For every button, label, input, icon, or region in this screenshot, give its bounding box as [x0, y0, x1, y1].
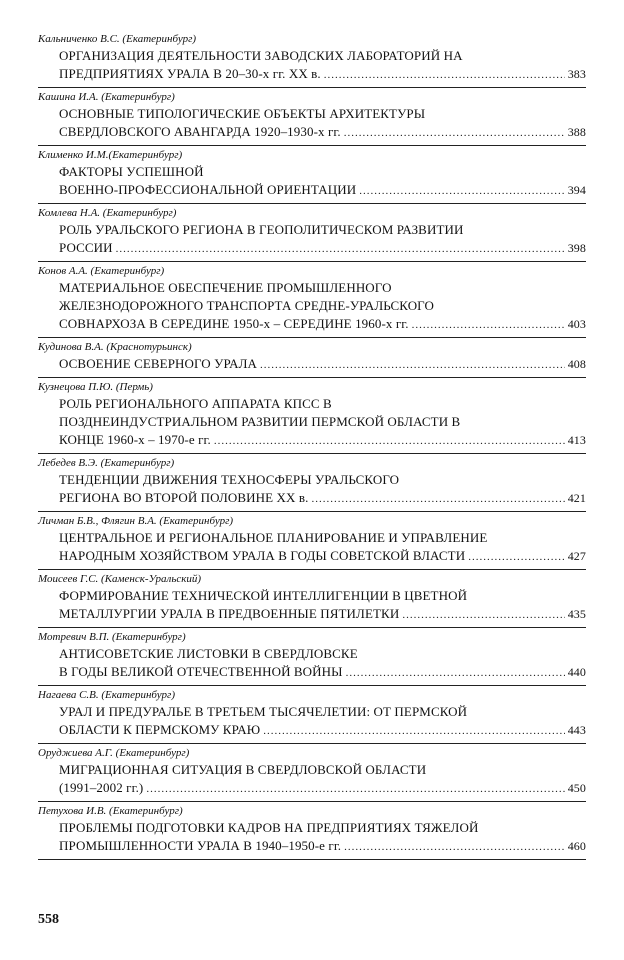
dot-leader [359, 182, 564, 200]
dot-leader [344, 838, 565, 856]
entry-title-line: КОНЦЕ 1960-х – 1970-е гг. [59, 432, 211, 447]
entry-title [38, 587, 586, 624]
dot-leader [214, 432, 565, 450]
dot-leader [344, 124, 565, 142]
entry-title-line: ФАКТОРЫ УСПЕШНОЙ [59, 164, 204, 179]
entry-title-line: ТЕНДЕНЦИИ ДВИЖЕНИЯ ТЕХНОСФЕРЫ УРАЛЬСКОГО [59, 472, 400, 487]
entry-author: Клименко И.М.(Екатеринбург) [38, 149, 183, 161]
entry-author: Кашина И.А. (Екатеринбург) [38, 91, 175, 103]
entry-author: Моисеев Г.С. (Каменск-Уральский) [38, 573, 202, 585]
dot-leader [116, 240, 565, 258]
entry-title-line: АНТИСОВЕТСКИЕ ЛИСТОВКИ В СВЕРДЛОВСКЕ [59, 646, 358, 661]
dot-leader [324, 66, 565, 84]
entry-last-line [59, 605, 586, 624]
entry-last-line [59, 431, 586, 450]
entry-page-number: 408 [567, 357, 586, 371]
page-number: 558 [38, 912, 59, 927]
entry-title-line: СВЕРДЛОВСКОГО АВАНГАРДА 1920–1930-х гг. [59, 124, 341, 139]
toc-entry [38, 570, 586, 628]
entry-title [38, 529, 586, 566]
entry-last-line [59, 239, 586, 258]
entry-title-line: ПРОБЛЕМЫ ПОДГОТОВКИ КАДРОВ НА ПРЕДПРИЯТИЯХ ТЯЖЕЛОЙ [59, 820, 479, 835]
entry-title [38, 355, 586, 374]
entry-title-line: ОБЛАСТИ К ПЕРМСКОМУ КРАЮ [59, 722, 261, 737]
entry-title [38, 221, 586, 258]
toc-entry [38, 802, 586, 860]
entry-title [38, 703, 586, 740]
entry-title [38, 47, 586, 84]
dot-leader [146, 780, 564, 798]
toc-entry [38, 512, 586, 570]
entry-title-line: ПОЗДНЕИНДУСТРИАЛЬНОМ РАЗВИТИИ ПЕРМСКОЙ ОБЛАСТИ В [59, 414, 461, 429]
toc-entry [38, 744, 586, 802]
toc-entry [38, 88, 586, 146]
entry-last-line [59, 837, 586, 856]
entry-last-line [59, 663, 586, 682]
entry-title-line: МЕТАЛЛУРГИИ УРАЛА В ПРЕДВОЕННЫЕ ПЯТИЛЕТКИ [59, 606, 400, 621]
entry-title [38, 761, 586, 798]
entry-last-line [59, 489, 586, 508]
entry-title-line: ОСВОЕНИЕ СЕВЕРНОГО УРАЛА [59, 356, 258, 371]
entry-title-line: В ГОДЫ ВЕЛИКОЙ ОТЕЧЕСТВЕННОЙ ВОЙНЫ [59, 664, 343, 679]
entry-page-number: 427 [567, 549, 586, 563]
entry-page-number: 421 [567, 491, 586, 505]
toc-entry [38, 628, 586, 686]
entry-title-line: ФОРМИРОВАНИЕ ТЕХНИЧЕСКОЙ ИНТЕЛЛИГЕНЦИИ В ЦВЕТНОЙ [59, 588, 468, 603]
toc-entry [38, 454, 586, 512]
entry-author: Оруджиева А.Г. (Екатеринбург) [38, 747, 190, 759]
entry-title-line: НАРОДНЫМ ХОЗЯЙСТВОМ УРАЛА В ГОДЫ СОВЕТСКОЙ ВЛАСТИ [59, 548, 466, 563]
entry-title-line: УРАЛ И ПРЕДУРАЛЬЕ В ТРЕТЬЕМ ТЫСЯЧЕЛЕТИИ: ОТ ПЕРМСКОЙ [59, 704, 468, 719]
toc-entry [38, 338, 586, 378]
entry-title-line: МИГРАЦИОННАЯ СИТУАЦИЯ В СВЕРДЛОВСКОЙ ОБЛАСТИ [59, 762, 427, 777]
toc-entry [38, 686, 586, 744]
toc-entry [38, 378, 586, 454]
entry-title-line: ПРОМЫШЛЕННОСТИ УРАЛА В 1940–1950-е гг. [59, 838, 342, 853]
dot-leader [468, 548, 564, 566]
entry-title-line: СОВНАРХОЗА В СЕРЕДИНЕ 1950-х – СЕРЕДИНЕ 1960-х гг. [59, 316, 409, 331]
entry-last-line [59, 547, 586, 566]
dot-leader [311, 490, 564, 508]
entry-title [38, 395, 586, 450]
entry-page-number: 398 [567, 241, 586, 255]
entry-author: Кузнецова П.Ю. (Пермь) [38, 381, 153, 393]
entry-title-line: РЕГИОНА ВО ВТОРОЙ ПОЛОВИНЕ XX в. [59, 490, 309, 505]
entry-title-line: ОРГАНИЗАЦИЯ ДЕЯТЕЛЬНОСТИ ЗАВОДСКИХ ЛАБОРАТОРИЙ НА [59, 48, 463, 63]
entry-author: Личман Б.В., Флягин В.А. (Екатеринбург) [38, 515, 234, 527]
entry-last-line [59, 779, 586, 798]
toc-entry [38, 146, 586, 204]
entry-author: Комлева Н.А. (Екатеринбург) [38, 207, 177, 219]
entry-title-line: РОССИИ [59, 240, 113, 255]
entry-page-number: 435 [567, 607, 586, 621]
entry-title [38, 645, 586, 682]
entry-page-number: 413 [567, 433, 586, 447]
entry-page-number: 443 [567, 723, 586, 737]
entry-last-line [59, 721, 586, 740]
entry-title-line: ЦЕНТРАЛЬНОЕ И РЕГИОНАЛЬНОЕ ПЛАНИРОВАНИЕ И УПРАВЛЕНИЕ [59, 530, 488, 545]
dot-leader [346, 664, 565, 682]
entry-author: Конов А.А. (Екатеринбург) [38, 265, 165, 277]
entry-last-line [59, 123, 586, 142]
entry-title-line: РОЛЬ УРАЛЬСКОГО РЕГИОНА В ГЕОПОЛИТИЧЕСКОМ РАЗВИТИИ [59, 222, 464, 237]
entry-title-line: (1991–2002 гг.) [59, 780, 144, 795]
entry-title-line: ОСНОВНЫЕ ТИПОЛОГИЧЕСКИЕ ОБЪЕКТЫ АРХИТЕКТУРЫ [59, 106, 426, 121]
entry-title-line: МАТЕРИАЛЬНОЕ ОБЕСПЕЧЕНИЕ ПРОМЫШЛЕННОГО [59, 280, 392, 295]
dot-leader [263, 722, 565, 740]
entry-last-line [59, 355, 586, 374]
entry-author: Мотревич В.П. (Екатеринбург) [38, 631, 186, 643]
entry-author: Лебедев В.Э. (Екатеринбург) [38, 457, 175, 469]
entry-title-line: РОЛЬ РЕГИОНАЛЬНОГО АППАРАТА КПСС В [59, 396, 332, 411]
entry-page-number: 383 [567, 67, 586, 81]
entry-title [38, 279, 586, 334]
entry-last-line [59, 181, 586, 200]
entry-title-line: ЖЕЛЕЗНОДОРОЖНОГО ТРАНСПОРТА СРЕДНЕ-УРАЛЬСКОГО [59, 298, 434, 313]
entry-author: Кудинова В.А. (Краснотурьинск) [38, 341, 192, 353]
entry-author: Петухова И.В. (Екатеринбург) [38, 805, 183, 817]
dot-leader [412, 316, 565, 334]
table-of-contents [38, 30, 586, 860]
entry-page-number: 440 [567, 665, 586, 679]
toc-entry [38, 30, 586, 88]
entry-title [38, 819, 586, 856]
entry-author: Нагаева С.В. (Екатеринбург) [38, 689, 175, 701]
entry-last-line [59, 315, 586, 334]
toc-entry [38, 262, 586, 338]
entry-page-number: 388 [567, 125, 586, 139]
entry-title-line: ПРЕДПРИЯТИЯХ УРАЛА В 20–30-х гг. XX в. [59, 66, 321, 81]
entry-title [38, 163, 586, 200]
toc-entry [38, 204, 586, 262]
entry-title-line: ВОЕННО-ПРОФЕССИОНАЛЬНОЙ ОРИЕНТАЦИИ [59, 182, 357, 197]
entry-title [38, 105, 586, 142]
dot-leader [260, 356, 565, 374]
entry-author: Кальниченко В.С. (Екатеринбург) [38, 33, 197, 45]
entry-page-number: 460 [567, 839, 586, 853]
entry-page-number: 394 [567, 183, 586, 197]
entry-page-number: 403 [567, 317, 586, 331]
dot-leader [402, 606, 564, 624]
entry-page-number: 450 [567, 781, 586, 795]
entry-title [38, 471, 586, 508]
entry-last-line [59, 65, 586, 84]
